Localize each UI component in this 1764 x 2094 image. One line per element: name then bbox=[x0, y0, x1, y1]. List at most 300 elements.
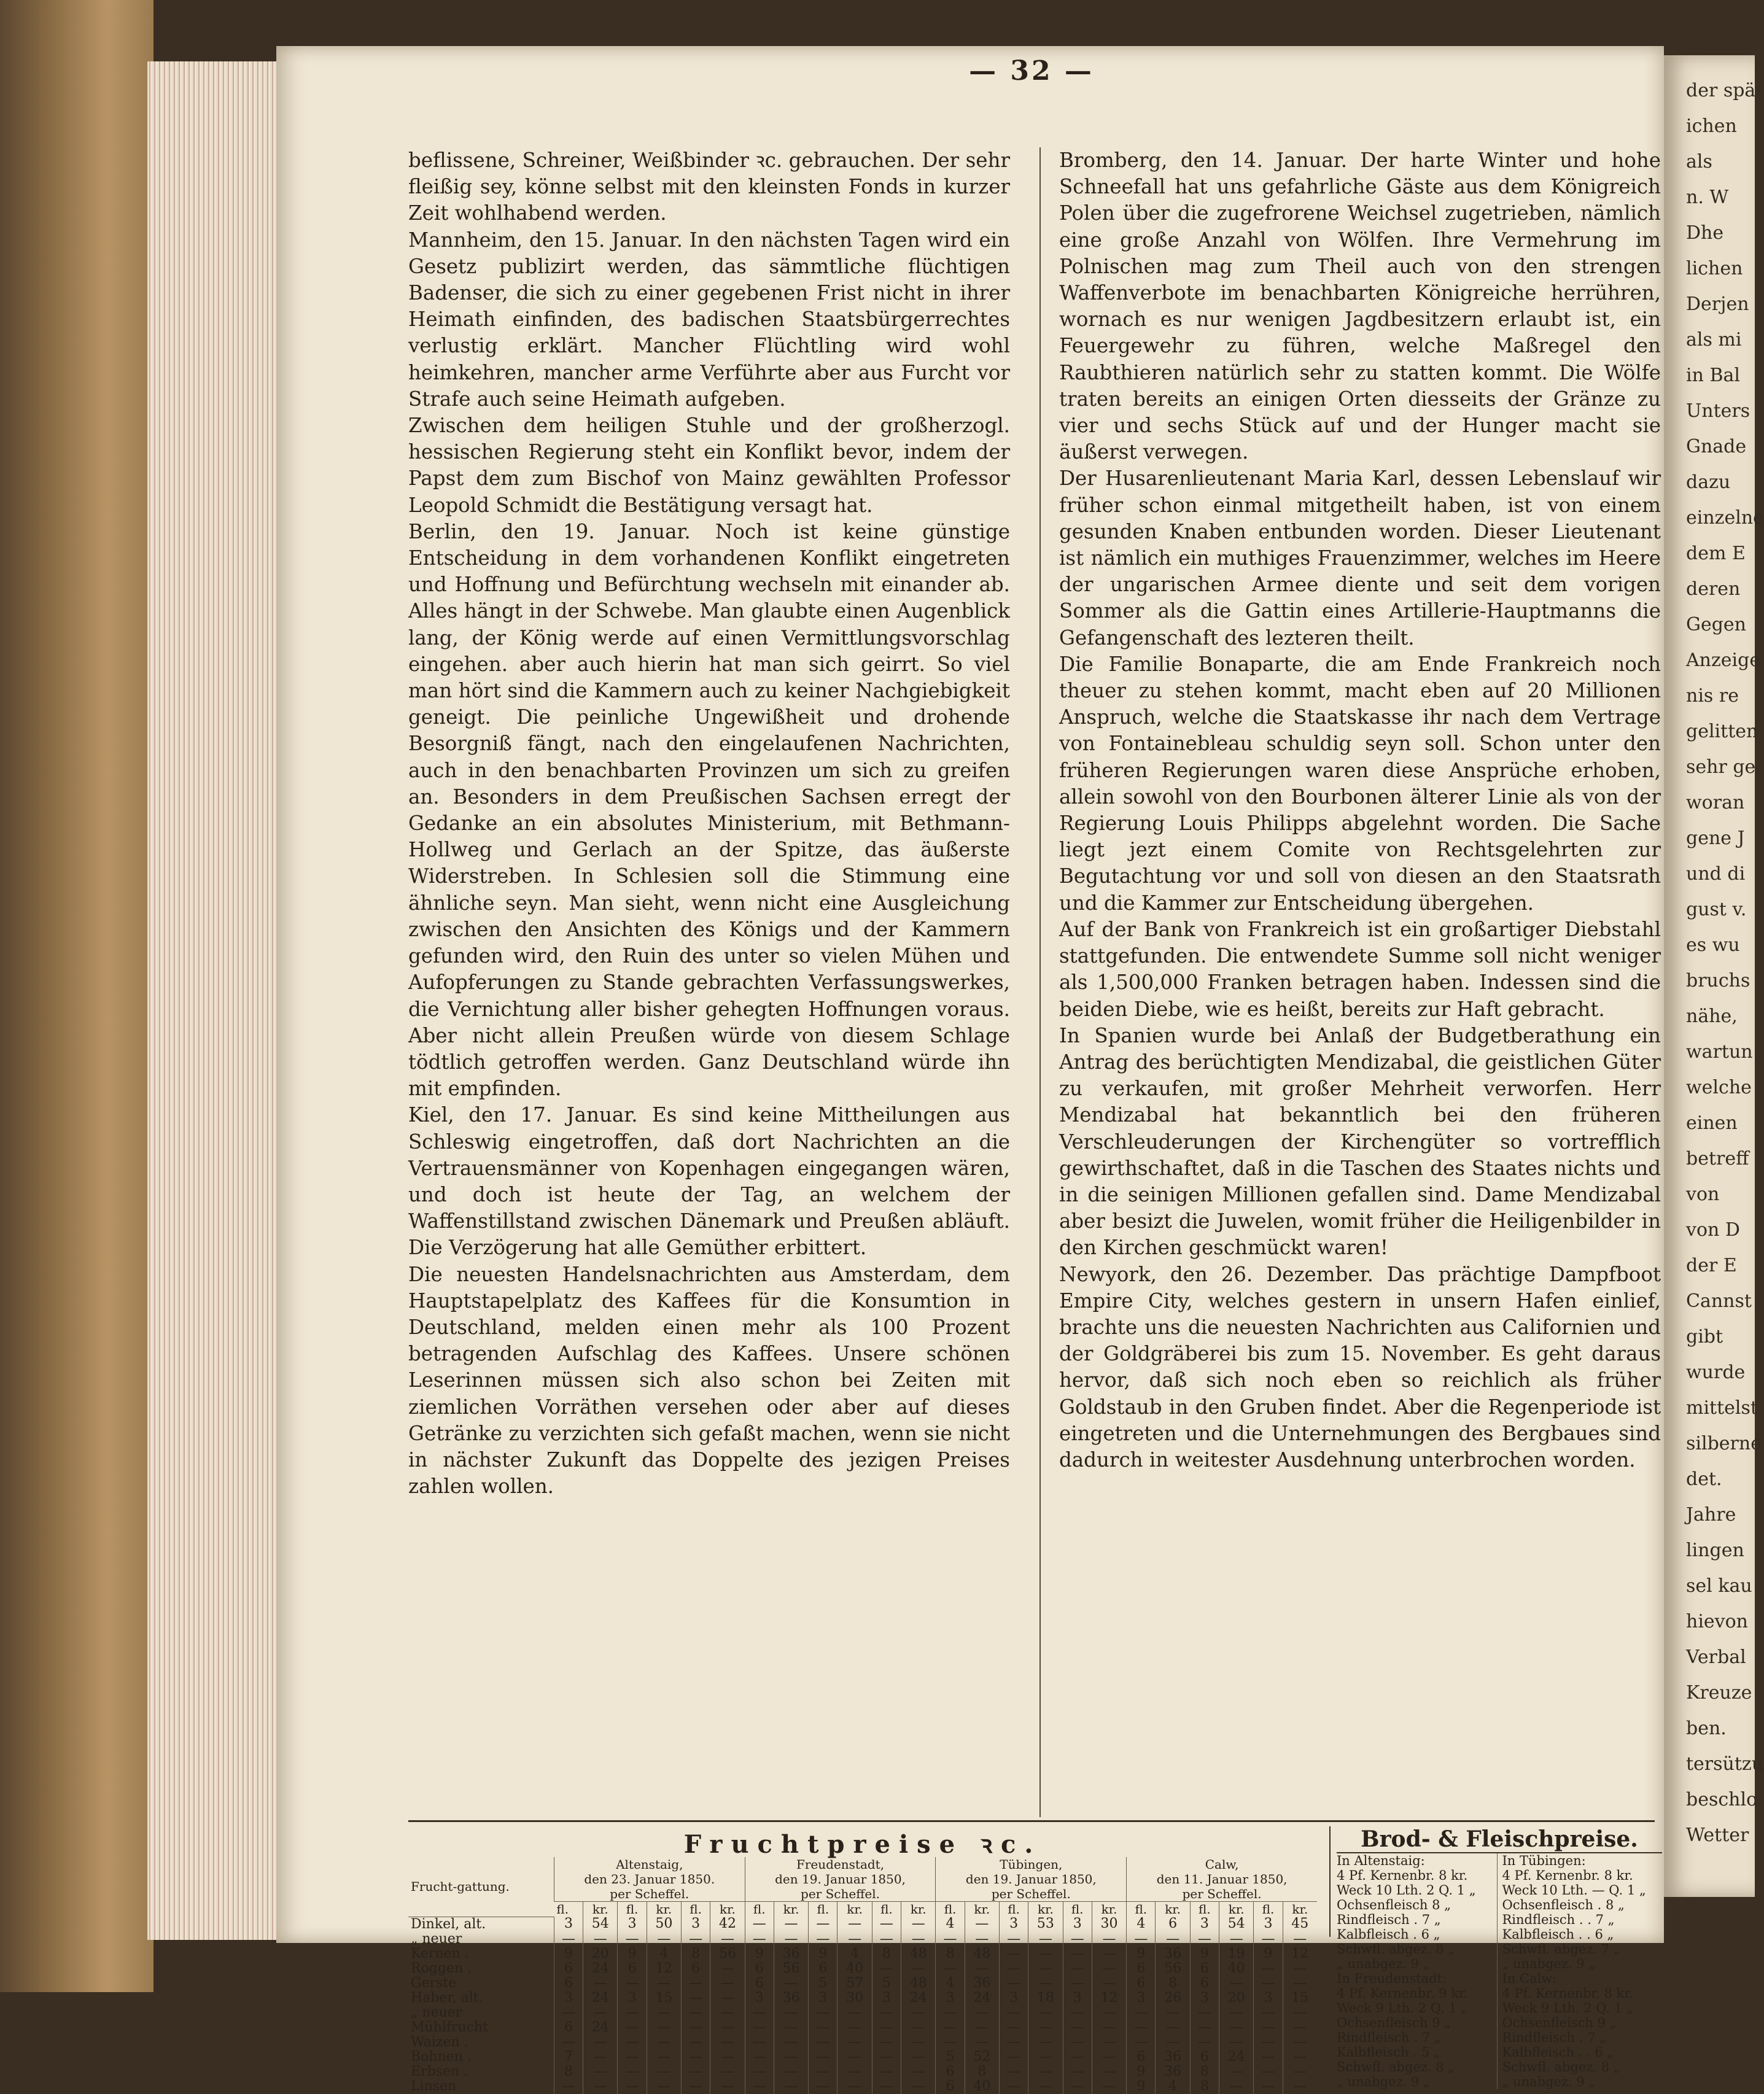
price-cell: — bbox=[1028, 2006, 1063, 2020]
price-cell: — bbox=[774, 1976, 808, 1991]
price-cell: 6 bbox=[936, 2065, 965, 2079]
market-date: den 23. Januar 1850. bbox=[584, 1872, 715, 1887]
price-cell: — bbox=[809, 2079, 837, 2094]
price-cell: — bbox=[647, 2035, 681, 2050]
grain-label: Linsen bbox=[411, 2078, 457, 2094]
price-cell: 26 bbox=[1156, 1991, 1190, 2006]
next-page-fragment: Gegen bbox=[1686, 614, 1746, 635]
next-page-fragment: Verbal bbox=[1686, 1646, 1746, 1668]
next-page-fragment: als bbox=[1686, 151, 1712, 173]
price-cell: — bbox=[682, 2050, 710, 2065]
price-cell: 3 bbox=[1063, 1917, 1092, 1932]
next-page-fragment: tersützu bbox=[1686, 1753, 1764, 1775]
price-line: Ochsenfleisch 9 „ bbox=[1502, 2015, 1617, 2030]
price-cell: 4 bbox=[837, 1947, 872, 1961]
price-cell: 5 bbox=[936, 2050, 965, 2065]
price-cell: — bbox=[1283, 2006, 1317, 2020]
market-date: den 11. Januar 1850, bbox=[1156, 1872, 1288, 1887]
price-cell: — bbox=[1092, 1932, 1126, 1947]
price-cell: — bbox=[1127, 1932, 1156, 1947]
unit-header: fl. bbox=[936, 1902, 965, 1917]
price-cell: — bbox=[1063, 2065, 1092, 2079]
price-cell: 9 bbox=[1254, 1947, 1283, 1961]
article-paragraph: Die Familie Bonaparte, die am Ende Frankreich noch theuer zu stehen kommt, macht eben auf 20 Millionen Anspruch, welche die Staatskasse ihr nach dem Vertrage von Fontainebleau schuldig seyn soll. Schon unter den früheren Regierungen waren diese Ansprüche erhoben, allein sowohl von den Bourbonen älterer Linie als von der Regierung Louis Philipps abgelehnt worden. Die Sache liegt jezt einem Comite von Rechtsgelehrten zur Begutachtung vor und soll von diesen an den Staatsrath und die Kammer zur Entscheidung übergehen. bbox=[1059, 652, 1661, 915]
next-page-fragment: lichen bbox=[1686, 258, 1743, 279]
price-cell: 56 bbox=[710, 1947, 745, 1961]
price-cell: — bbox=[618, 1932, 647, 1947]
price-cell: — bbox=[1063, 1947, 1092, 1961]
unit-header: kr. bbox=[710, 1902, 745, 1917]
table-row bbox=[408, 1976, 1317, 1991]
price-cell: — bbox=[1156, 2020, 1190, 2035]
price-cell: — bbox=[1219, 2079, 1254, 2094]
price-cell: — bbox=[872, 2020, 901, 2035]
price-cell: — bbox=[774, 1917, 808, 1932]
price-cell: — bbox=[1028, 1932, 1063, 1947]
table-row bbox=[408, 1947, 1317, 1961]
unit-header: kr. bbox=[647, 1902, 681, 1917]
price-cell: 6 bbox=[1190, 1961, 1219, 1976]
price-line: Weck 10 Lth. 2 Q. 1 „ bbox=[1337, 1883, 1476, 1898]
price-line: Weck 9 Lth. 2 Q. 1 „ bbox=[1502, 2001, 1633, 2015]
next-page-fragment: von D bbox=[1686, 1219, 1740, 1241]
price-cell: — bbox=[1028, 2050, 1063, 2065]
table-row bbox=[408, 1917, 1317, 1932]
price-cell: 36 bbox=[1156, 2050, 1190, 2065]
price-cell: — bbox=[1028, 1976, 1063, 1991]
unit-header: fl. bbox=[1190, 1902, 1219, 1917]
price-cell: — bbox=[1127, 2006, 1156, 2020]
next-page-fragment: und di bbox=[1686, 863, 1746, 885]
price-cell: 4 bbox=[936, 1917, 965, 1932]
table-row bbox=[408, 2065, 1317, 2079]
price-cell: — bbox=[682, 1991, 710, 2006]
next-page-fragment: sel kau bbox=[1686, 1575, 1752, 1597]
price-cell: — bbox=[1092, 2006, 1126, 2020]
next-page-fragment: nis re bbox=[1686, 685, 1739, 707]
price-cell: — bbox=[1092, 2050, 1126, 2065]
price-cell: — bbox=[872, 2006, 901, 2020]
price-cell: — bbox=[965, 2035, 999, 2050]
market-per: per Scheffel. bbox=[801, 1887, 880, 1901]
unit-header: kr. bbox=[1219, 1902, 1254, 1917]
next-page-fragment: nähe, bbox=[1686, 1006, 1738, 1027]
price-cell: — bbox=[710, 2079, 745, 2094]
column-divider bbox=[1039, 147, 1041, 1817]
price-cell: — bbox=[583, 2050, 618, 2065]
price-cell: — bbox=[1092, 2079, 1126, 2094]
price-cell: 3 bbox=[745, 1991, 774, 2006]
unit-header: fl. bbox=[872, 1902, 901, 1917]
price-cell: — bbox=[682, 2035, 710, 2050]
price-cell: 9 bbox=[618, 1947, 647, 1961]
price-line: Schwfl. abgez. 8 „ bbox=[1337, 1942, 1455, 1956]
price-cell: — bbox=[1254, 1961, 1283, 1976]
price-cell: — bbox=[774, 2079, 808, 2094]
article-paragraph: In Spanien wurde bei Anlaß der Budgetberathung ein Antrag des berüchtigten Mendizabal, die geistlichen Güter zu verkaufen, mit großer Mehrheit verworfen. Herr Mendizabal hat bekanntlich bei den früheren Verschleuderungen der Kirchengüter so vortrefflich gewirthschaftet, daß in die Taschen des Staates nichts und in die seinigen Millionen gefallen sind. Dame Mendizabal aber besizt die Juwelen, womit früher die Heiligenbilder in den Kirchen geschmückt waren! bbox=[1059, 1023, 1661, 1260]
price-cell: — bbox=[1063, 1976, 1092, 1991]
price-cell: 6 bbox=[745, 1961, 774, 1976]
price-cell: — bbox=[1254, 2050, 1283, 2065]
next-page-fragment: hievon bbox=[1686, 1611, 1749, 1632]
next-page-fragment: Cannst bbox=[1686, 1290, 1752, 1312]
market-per: per Scheffel. bbox=[610, 1887, 690, 1901]
price-cell: 6 bbox=[554, 2020, 583, 2035]
price-cell: 8 bbox=[965, 2065, 999, 2079]
price-line: Weck 9 Lth. 2 Q. 1 „ bbox=[1337, 2001, 1468, 2015]
next-page-fragment: wurde bbox=[1686, 1362, 1746, 1383]
price-cell: — bbox=[1283, 2065, 1317, 2079]
price-cell: 3 bbox=[554, 1991, 583, 2006]
price-cell: 50 bbox=[647, 1917, 681, 1932]
price-cell: — bbox=[1156, 2035, 1190, 2050]
unit-header: fl. bbox=[1127, 1902, 1156, 1917]
next-page-fragment: Gnade bbox=[1686, 436, 1747, 457]
price-cell: — bbox=[872, 1961, 901, 1976]
article-paragraph: Berlin, den 19. Januar. Noch ist keine günstige Entscheidung in dem vorhandenen Konflikt eingetreten und Hoffnung und Befürchtung wechseln mit einander ab. Alles hängt in der Schwebe. Man glaubte einen Augenblick lang, der König werde auf einen Vermittlungsvorschlag eingehen. aber auch hierin hat man sich geirrt. So viel man hört sind die Kammern auch zu keiner Nachgiebigkeit geneigt. Die peinliche Ungewißheit und drohende Besorgniß fängt, nach den eingelaufenen Nachrichten, auch in den benachbarten Provinzen um sich zu greifen an. Besonders in dem Preußischen Sachsen erregt der Gedanke an ein absolutes Ministerium, mit Bethmann-Hollweg und Gerlach an der Spitze, das äußerste Widerstreben. In Schlesien soll die Stimmung eine ähnliche seyn. Man sieht, wenn nicht eine Ausgleichung zwischen den Ansichten des Königs und der Kammern gefunden wird, den Ruin des unter so vielen Mühen und Aufopferungen zu Stande gebrachten Verfassungswerkes, die Vernichtung aller bisher gehegten Hoffnungen voraus. Aber nicht allein Preußen würde von diesem Schlage tödtlich getroffen werden. Ganz Deutschland würde ihn mit empfinden. bbox=[408, 519, 1010, 1101]
price-cell: — bbox=[965, 2006, 999, 2020]
price-cell: 3 bbox=[1254, 1991, 1283, 2006]
price-cell: — bbox=[901, 1932, 936, 1947]
article-paragraph: Die neuesten Handelsnachrichten aus Amsterdam, dem Hauptstapelplatz des Kaffees für die Konsumtion in Deutschland, melden einen mehr als 100 Prozent betragenden Aufschlag des Kaffees. Unsere schönen Leserinnen müssen sich also schon bei Zeiten mit ziemlichen Vorräthen versehen oder aber auf dieses Getränke zu verzichten sich gefaßt machen, wenn sie nicht in nächster Zukunft das Doppelte des jezigen Preises zahlen wollen. bbox=[408, 1262, 1010, 1499]
price-cell: 3 bbox=[1000, 1991, 1028, 2006]
price-cell: — bbox=[647, 2006, 681, 2020]
fruchtpreise-title: Fruchtpreise ꝛc. bbox=[683, 1830, 1042, 1859]
price-cell: 12 bbox=[647, 1961, 681, 1976]
price-cell: — bbox=[965, 2020, 999, 2035]
price-cell: 8 bbox=[936, 1947, 965, 1961]
price-cell: — bbox=[1092, 2065, 1126, 2079]
brodfleisch-title: Brod- & Fleischpreise. bbox=[1337, 1826, 1662, 1853]
price-cell: — bbox=[1283, 1961, 1317, 1976]
grain-label: „ neuer bbox=[411, 2004, 462, 2020]
price-cell: — bbox=[1283, 2079, 1317, 2094]
unit-header: kr. bbox=[1028, 1902, 1063, 1917]
price-line: Kalbfleisch . 5 „ bbox=[1337, 2045, 1440, 2060]
price-cell: — bbox=[1063, 1961, 1092, 1976]
table-row bbox=[408, 2079, 1317, 2094]
price-cell: — bbox=[1219, 2006, 1254, 2020]
price-line: Rindfleisch . 7 „ bbox=[1502, 2030, 1607, 2045]
article-paragraph: Newyork, den 26. Dezember. Das prächtige Dampfboot Empire City, welches gestern in unsern Hafen einlief, brachte uns die neuesten Nachrichten aus Californien und der Goldgräberei bis zum 15. November. Es geht daraus hervor, daß sich noch eben so reichlich als früher Goldstaub in den Gruben findet. Aber die Regenperiode ist eingetreten und die Unternehmungen des Bergbaues sind dadurch in weitester Ausdehnung unterbrochen worden. bbox=[1059, 1262, 1661, 1472]
price-cell: 36 bbox=[774, 1947, 808, 1961]
price-cell: 5 bbox=[872, 1976, 901, 1991]
price-line: Ochsenfleisch 9 „ bbox=[1337, 2015, 1451, 2030]
price-cell: — bbox=[682, 1932, 710, 1947]
price-cell: 53 bbox=[1028, 1917, 1063, 1932]
price-cell: — bbox=[936, 2006, 965, 2020]
next-page-fragment: ben. bbox=[1686, 1718, 1727, 1739]
price-cell: 6 bbox=[745, 1976, 774, 1991]
page-number: — 32 — bbox=[969, 55, 1094, 87]
price-cell: — bbox=[618, 2020, 647, 2035]
next-page-fragment: betreff bbox=[1686, 1148, 1749, 1169]
price-line: In Calw: bbox=[1502, 1971, 1557, 1986]
price-cell: 6 bbox=[554, 1976, 583, 1991]
price-cell: — bbox=[837, 1917, 872, 1932]
price-cell: 9 bbox=[1127, 2065, 1156, 2079]
price-line: Rindfleisch . . 7 „ bbox=[1502, 1912, 1615, 1927]
next-page-fragment: Unters bbox=[1686, 400, 1750, 422]
price-cell: 24 bbox=[583, 1961, 618, 1976]
grain-label: Mühlfrucht bbox=[411, 2019, 489, 2035]
next-page-fragment: es wu bbox=[1686, 934, 1740, 956]
price-tables bbox=[408, 1826, 1655, 2094]
price-cell: 24 bbox=[965, 1991, 999, 2006]
next-page-fragment: beschlo bbox=[1686, 1789, 1758, 1810]
price-cell: — bbox=[1028, 1961, 1063, 1976]
price-cell: 3 bbox=[1063, 1991, 1092, 2006]
price-cell: — bbox=[710, 1961, 745, 1976]
price-cell: — bbox=[809, 2050, 837, 2065]
market-header bbox=[745, 1857, 936, 1902]
price-cell: 4 bbox=[647, 1947, 681, 1961]
next-page-fragment: n. W bbox=[1686, 187, 1729, 208]
price-cell: — bbox=[647, 2050, 681, 2065]
table-row bbox=[408, 2035, 1317, 2050]
price-cell: 3 bbox=[1254, 1917, 1283, 1932]
price-cell: 6 bbox=[1127, 2050, 1156, 2065]
price-cell: 24 bbox=[901, 1991, 936, 2006]
price-cell: — bbox=[936, 2020, 965, 2035]
fruchtgattung-header: Frucht-gattung. bbox=[408, 1857, 554, 1917]
price-cell: — bbox=[1254, 2079, 1283, 2094]
price-cell: 48 bbox=[901, 1976, 936, 1991]
price-cell: 3 bbox=[936, 1991, 965, 2006]
price-cell: — bbox=[1254, 2006, 1283, 2020]
price-cell: 24 bbox=[1219, 2050, 1254, 2065]
price-cell: — bbox=[583, 1976, 618, 1991]
price-cell: — bbox=[647, 2079, 681, 2094]
next-page-fragment: von bbox=[1686, 1184, 1720, 1205]
price-cell: — bbox=[583, 2065, 618, 2079]
price-cell: — bbox=[774, 2050, 808, 2065]
price-cell: — bbox=[901, 2020, 936, 2035]
price-cell: — bbox=[682, 1976, 710, 1991]
price-cell: — bbox=[774, 2006, 808, 2020]
price-cell: 48 bbox=[901, 1947, 936, 1961]
market-date: den 19. Januar 1850, bbox=[965, 1872, 1097, 1887]
price-cell: — bbox=[809, 2065, 837, 2079]
price-cell: — bbox=[618, 2006, 647, 2020]
price-cell: 6 bbox=[936, 2079, 965, 2094]
price-cell: — bbox=[710, 2065, 745, 2079]
price-cell: 3 bbox=[554, 1917, 583, 1932]
price-cell: — bbox=[965, 1932, 999, 1947]
price-cell: — bbox=[583, 2079, 618, 2094]
unit-header: kr. bbox=[1283, 1902, 1317, 1917]
price-cell: 40 bbox=[837, 1961, 872, 1976]
price-cell: — bbox=[774, 2035, 808, 2050]
price-cell: 36 bbox=[1156, 1947, 1190, 1961]
next-page-fragment: als mi bbox=[1686, 329, 1742, 351]
next-page-fragment: Dhe bbox=[1686, 222, 1724, 244]
price-cell: — bbox=[837, 1932, 872, 1947]
price-cell: — bbox=[682, 2065, 710, 2079]
market-header bbox=[1127, 1857, 1317, 1902]
price-cell: — bbox=[901, 2006, 936, 2020]
next-page-fragment: wartun bbox=[1686, 1041, 1753, 1063]
next-page-fragment: silberne bbox=[1686, 1433, 1762, 1454]
table-row bbox=[408, 1961, 1317, 1976]
price-cell: — bbox=[1028, 2079, 1063, 2094]
price-cell: — bbox=[901, 2035, 936, 2050]
next-page-fragment: Anzeige bbox=[1686, 650, 1761, 671]
price-cell: — bbox=[745, 2020, 774, 2035]
unit-header: kr. bbox=[583, 1902, 618, 1917]
price-cell: — bbox=[1000, 1947, 1028, 1961]
price-cell: — bbox=[554, 2006, 583, 2020]
price-cell: 24 bbox=[583, 1991, 618, 2006]
price-cell: — bbox=[1092, 1976, 1126, 1991]
price-cell: — bbox=[1092, 1961, 1126, 1976]
next-page-fragment: Derjen bbox=[1686, 293, 1749, 315]
price-cell: 42 bbox=[710, 1917, 745, 1932]
price-cell: — bbox=[1127, 2020, 1156, 2035]
price-line: 4 Pf. Kernenbr. 8 kr. bbox=[1337, 1868, 1468, 1883]
price-cell: — bbox=[1254, 2020, 1283, 2035]
price-cell: 6 bbox=[1190, 1976, 1219, 1991]
price-cell: 45 bbox=[1283, 1917, 1317, 1932]
price-cell: — bbox=[1000, 2006, 1028, 2020]
price-cell: 3 bbox=[872, 1991, 901, 2006]
price-line: Rindfleisch . 7 „ bbox=[1337, 2030, 1441, 2045]
price-cell: — bbox=[901, 2065, 936, 2079]
price-cell: — bbox=[809, 1917, 837, 1932]
price-cell: 6 bbox=[554, 1961, 583, 1976]
price-cell: — bbox=[1190, 2006, 1219, 2020]
price-cell: — bbox=[618, 2065, 647, 2079]
price-cell: 4 bbox=[1156, 2079, 1190, 2094]
price-cell: 56 bbox=[1156, 1961, 1190, 1976]
price-line: Kalbfleisch . . 6 „ bbox=[1502, 1927, 1614, 1942]
price-cell: 15 bbox=[647, 1991, 681, 2006]
price-cell: — bbox=[1156, 1932, 1190, 1947]
price-line: Schwfl. abgez. 8 „ bbox=[1502, 2060, 1620, 2074]
price-cell: — bbox=[965, 1917, 999, 1932]
price-cell: — bbox=[1000, 1932, 1028, 1947]
price-cell: — bbox=[809, 2035, 837, 2050]
unit-header: fl. bbox=[1063, 1902, 1092, 1917]
price-cell: 9 bbox=[1127, 2079, 1156, 2094]
price-cell: 57 bbox=[837, 1976, 872, 1991]
next-page-fragment: bruchs bbox=[1686, 970, 1750, 991]
price-cell: — bbox=[1092, 2035, 1126, 2050]
price-cell: — bbox=[1000, 2079, 1028, 2094]
unit-header: fl. bbox=[618, 1902, 647, 1917]
price-cell: 6 bbox=[1127, 1961, 1156, 1976]
price-cell: — bbox=[1092, 2020, 1126, 2035]
next-page-fragment: gelitten bbox=[1686, 721, 1758, 742]
unit-header: fl. bbox=[556, 1902, 569, 1917]
price-cell: 6 bbox=[1156, 1917, 1190, 1932]
price-cell: — bbox=[1219, 1932, 1254, 1947]
price-cell: 9 bbox=[554, 1947, 583, 1961]
grain-label: Roggen . bbox=[411, 1960, 472, 1976]
price-cell: — bbox=[936, 1961, 965, 1976]
price-line: Kalbfleisch . 6 „ bbox=[1337, 1927, 1440, 1942]
price-cell: 20 bbox=[1219, 1991, 1254, 2006]
price-cell: — bbox=[710, 2020, 745, 2035]
price-cell: — bbox=[837, 2050, 872, 2065]
price-cell: 36 bbox=[774, 1991, 808, 2006]
price-cell: — bbox=[1283, 2020, 1317, 2035]
next-page-fragment: gibt bbox=[1686, 1326, 1723, 1348]
article-paragraph: Mannheim, den 15. Januar. In den nächsten Tagen wird ein Gesetz publizirt werden, das sämmtliche flüchtigen Badenser, die sich zu einer gegebenen Frist nicht in ihrer Heimath einfinden, des badischen Staatsbürgerrechtes verlustig erklärt. Mancher Flüchtling wird wohl heimkehren, mancher arme Verführte aber aus Furcht vor Strafe auch seine Heimath aufgeben. bbox=[408, 228, 1010, 411]
price-line: 4 Pf. Kernenbr. 8 kr. bbox=[1502, 1986, 1633, 2001]
price-cell: — bbox=[1156, 2006, 1190, 2020]
price-cell: 30 bbox=[837, 1991, 872, 2006]
price-cell: 9 bbox=[1190, 1947, 1219, 1961]
next-page-fragment: der E bbox=[1686, 1255, 1737, 1276]
price-cell: — bbox=[1254, 1976, 1283, 1991]
price-cell: — bbox=[901, 1917, 936, 1932]
price-cell: — bbox=[1283, 1976, 1317, 1991]
market-name: Freudenstadt, bbox=[796, 1857, 885, 1872]
price-cell: — bbox=[936, 2035, 965, 2050]
price-cell: — bbox=[1190, 2035, 1219, 2050]
price-line: In Freudenstadt: bbox=[1337, 1971, 1447, 1986]
article-paragraph: Auf der Bank von Frankreich ist ein großartiger Diebstahl stattgefunden. Die entwendete Summe soll nicht weniger als 1,500,000 Franken betragen haben. Indessen sind die beiden Diebe, wie es heißt, bereits zur Haft gebracht. bbox=[1059, 917, 1661, 1021]
market-name: Calw, bbox=[1205, 1857, 1239, 1872]
price-cell: 20 bbox=[583, 1947, 618, 1961]
price-cell: — bbox=[1063, 2006, 1092, 2020]
price-cell: 54 bbox=[1219, 1917, 1254, 1932]
unit-header: kr. bbox=[1156, 1902, 1190, 1917]
price-cell: — bbox=[1254, 1932, 1283, 1947]
price-line: Rindfleisch . 7 „ bbox=[1337, 1912, 1441, 1927]
grain-label: Kernen . bbox=[411, 1945, 469, 1961]
grain-label: Gerste bbox=[411, 1975, 457, 1991]
price-cell: — bbox=[837, 2065, 872, 2079]
next-page-fragment: deren bbox=[1686, 578, 1741, 600]
price-cell: — bbox=[872, 2065, 901, 2079]
fruchtpreise-table bbox=[408, 1857, 1317, 2094]
price-cell: 30 bbox=[1092, 1917, 1126, 1932]
price-line: „ unabgez. 9 „ bbox=[1502, 2074, 1596, 2089]
price-cell: — bbox=[745, 2079, 774, 2094]
unit-header: kr. bbox=[965, 1902, 999, 1917]
price-cell: — bbox=[1000, 1961, 1028, 1976]
price-cell: — bbox=[710, 2035, 745, 2050]
price-cell: 3 bbox=[682, 1917, 710, 1932]
right-column bbox=[1059, 147, 1661, 1473]
price-cell: — bbox=[745, 1917, 774, 1932]
price-cell: — bbox=[1000, 2050, 1028, 2065]
price-cell: — bbox=[1000, 2020, 1028, 2035]
price-cell: — bbox=[809, 1932, 837, 1947]
price-cell: — bbox=[1063, 2020, 1092, 2035]
next-page-edge bbox=[1664, 55, 1764, 1897]
price-cell: — bbox=[1219, 1976, 1254, 1991]
price-cell: — bbox=[774, 2020, 808, 2035]
price-cell: — bbox=[872, 1932, 901, 1947]
price-cell: 8 bbox=[554, 2065, 583, 2079]
next-page-fragment: Jahre bbox=[1686, 1504, 1736, 1526]
price-cell: — bbox=[1219, 2020, 1254, 2035]
page-edges bbox=[147, 61, 276, 1940]
price-cell: — bbox=[745, 2050, 774, 2065]
next-page-fragment: sehr ge bbox=[1686, 756, 1756, 778]
price-cell: — bbox=[554, 2035, 583, 2050]
price-cell: 9 bbox=[745, 1947, 774, 1961]
article-paragraph: Der Husarenlieutenant Maria Karl, dessen Lebenslauf wir früher schon einmal mitgetheilt haben, ist von einem gesunden Knaben entbunden worden. Dieser Lieutenant ist nämlich ein muthiges Frauenzimmer, welches im Heere der ungarischen Armee diente und seit dem vorigen Sommer als die Gattin eines Artillerie-Hauptmanns die Gefangenschaft des lezteren theilt. bbox=[1059, 467, 1661, 650]
price-cell: — bbox=[554, 2079, 583, 2094]
brodfleisch-right bbox=[1497, 1853, 1663, 2089]
unit-header: kr. bbox=[1092, 1902, 1126, 1917]
price-cell: 8 bbox=[872, 1947, 901, 1961]
price-cell: 15 bbox=[1283, 1991, 1317, 2006]
